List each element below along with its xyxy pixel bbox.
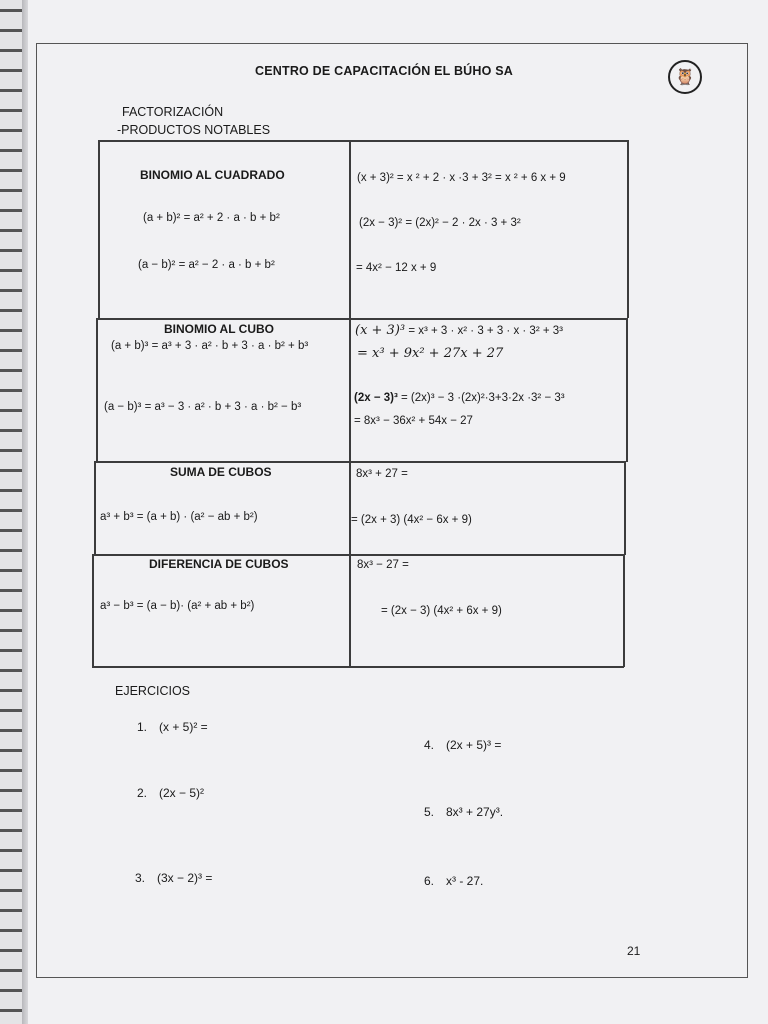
exercise-item [424,805,503,819]
formula-rest: = (2x)³ − 3 ·(2x)²·3+3·2x ·3² − 3³ [397,392,565,404]
formula-line: = x³ + 9x² + 27x + 27 [357,346,504,361]
table-line [92,554,94,667]
exercise-item [135,871,212,885]
table-line [624,461,626,555]
table-line [97,318,627,320]
exercise-text: x³ - 27. [446,874,484,888]
exercise-text: (2x + 5)³ = [446,738,502,752]
exercise-item [137,786,204,800]
formula-line: (a + b)³ = a³ + 3 · a² · b + 3 · a · b² + b³ [111,340,309,352]
table-line [623,554,625,667]
formula-line: = 4x² − 12 x + 9 [356,262,437,274]
exercise-text: (2x − 5)² [159,786,205,800]
exercise-text: 8x³ + 27y³. [446,805,504,819]
formula-line: (a + b)² = a² + 2 · a · b + b² [143,212,280,224]
exercise-number: 5. [424,805,435,819]
formula-math: (x + 3)³ [355,323,406,338]
formula-rest: = x³ + 3 · x² · 3 + 3 · x · 3² + 3³ [405,325,563,337]
formula-line: (a − b)² = a² − 2 · a · b + b² [138,259,275,271]
formula-line: 8x³ + 27 = [356,468,408,480]
table-line [95,461,625,463]
table-line [349,140,351,667]
table-line [98,140,100,318]
table-line [98,140,628,142]
formula-line: (2x − 3)² = (2x)² − 2 · 2x · 3 + 3² [359,217,521,229]
owl-logo-icon: 🦉 [668,60,702,94]
exercise-item [424,874,483,888]
formula-line: = (2x + 3) (4x² − 6x + 9) [351,514,472,526]
formula-line: a³ − b³ = (a − b)· (a² + ab + b²) [100,600,255,612]
exercise-number: 6. [424,874,435,888]
formula-line [354,392,565,404]
exercise-item [137,720,208,734]
exercise-text: (x + 5)² = [159,720,208,734]
formula-line: a³ + b³ = (a + b) · (a² − ab + b²) [100,511,258,523]
formula-line: (x + 3)² = x ² + 2 · x ·3 + 3² = x ² + 6 x + 9 [357,172,566,184]
table-line [94,461,96,555]
table-line [627,140,629,318]
formula-line: 8x³ − 27 = [357,559,409,571]
exercise-number: 3. [135,871,146,885]
exercise-number: 1. [137,720,148,734]
table-line [92,666,624,668]
table-line [96,318,98,462]
row-heading: BINOMIO AL CUADRADO [140,168,285,182]
exercise-number: 2. [137,786,148,800]
exercise-item [424,738,501,752]
formula-line: (a − b)³ = a³ − 3 · a² · b + 3 · a · b² − b³ [104,401,302,413]
page-number: 21 [627,944,641,958]
table-line [94,554,624,556]
section-title: FACTORIZACIÓN [122,105,224,119]
section-subtitle: -PRODUCTOS NOTABLES [117,123,271,137]
exercise-number: 4. [424,738,435,752]
exercises-title: EJERCICIOS [115,684,191,698]
formula-bold: (2x − 3)³ [354,392,398,404]
table-line [626,318,628,462]
formula-line: = 8x³ − 36x² + 54x − 27 [354,415,473,427]
exercise-text: (3x − 2)³ = [157,871,213,885]
page-title: CENTRO DE CAPACITACIÓN EL BÚHO SA [255,64,513,78]
formula-line: = (2x − 3) (4x² + 6x + 9) [381,605,502,617]
row-heading: BINOMIO AL CUBO [164,322,274,336]
formula-line [355,323,563,338]
row-heading: DIFERENCIA DE CUBOS [149,557,289,571]
row-heading: SUMA DE CUBOS [170,465,272,479]
